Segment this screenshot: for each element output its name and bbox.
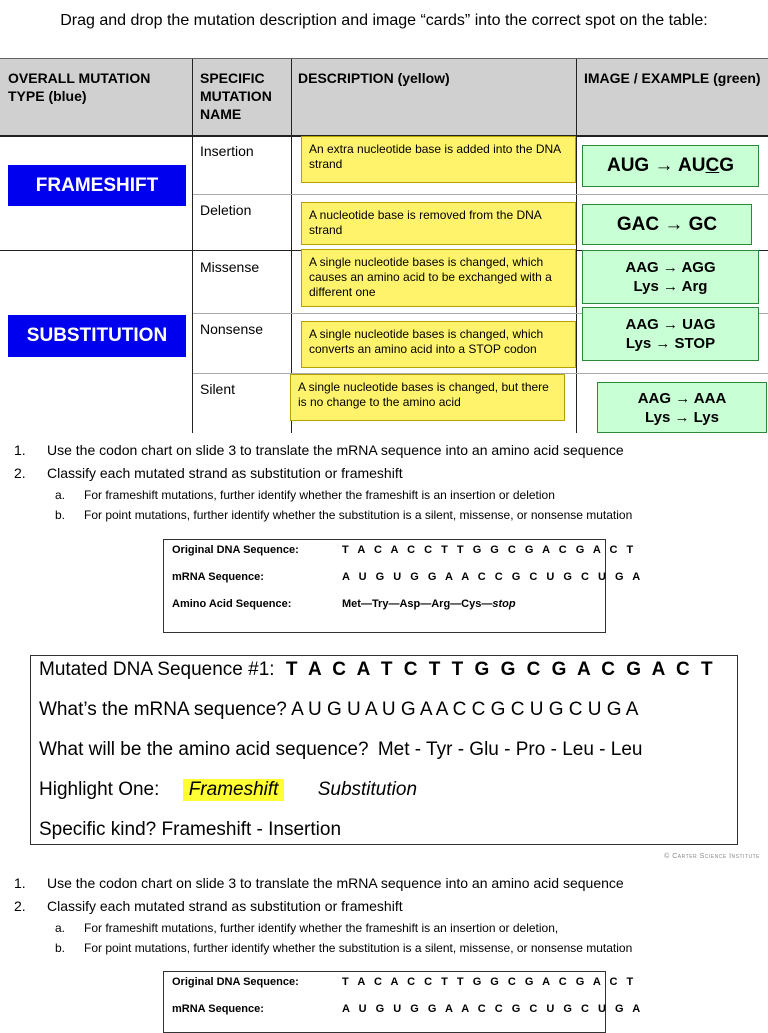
original-sequence-box: Original DNA Sequence: T A C A C C T T G G C G A C G A C T mRNA Sequence: A U G U G G A A C C G C U G C U G A Amino Acid Sequence: Met—Try—Asp—Arg—Cys—stop [163, 539, 606, 633]
mutated-sequence-box [30, 655, 738, 845]
mutation-name-nonsense: Nonsense [200, 321, 264, 337]
highlight-line: Highlight One: Frameshift Substitution [39, 779, 418, 800]
card-description-nonsense[interactable]: A single nucleotide bases is changed, which converts an amino acid into a STOP codon [301, 321, 576, 368]
option-substitution[interactable]: Substitution [317, 779, 418, 800]
example-nonsense-line2: Lys → STOP [625, 335, 716, 352]
amino-answer[interactable]: Met - Tyr - Glu - Pro - Leu - Leu [377, 739, 643, 760]
card-example-deletion[interactable]: GAC → GC [582, 204, 752, 245]
mutation-name-missense: Missense [200, 259, 260, 275]
table-header [0, 59, 768, 137]
card-description-missense[interactable]: A single nucleotide bases is changed, which causes an amino acid to be exchanged with a different one [301, 249, 576, 307]
card-frameshift[interactable]: FRAMESHIFT [8, 165, 186, 206]
example-nonsense-line1: AAG → UAG [625, 316, 716, 333]
page-instruction: Drag and drop the mutation description and image “cards” into the correct spot on the table: [60, 12, 708, 29]
card-example-nonsense[interactable] [582, 307, 759, 361]
mutated-dna-line: Mutated DNA Sequence #1: T A C A T C T T G G C G A C G A C T [39, 659, 716, 680]
col-header-description: DESCRIPTION (yellow) [298, 70, 450, 86]
example-silent-line1: AAG → AAA [637, 389, 727, 407]
amino-question-line: What will be the amino acid sequence? Met - Tyr - Glu - Pro - Leu - Leu [39, 739, 643, 760]
original-sequence-box-2: Original DNA Sequence: T A C A C C T T G G C G A C G A C T mRNA Sequence: A U G U G G A A C C G C U G C U G A [163, 971, 606, 1033]
table-col-divider [192, 59, 193, 433]
card-description-silent[interactable]: A single nucleotide bases is changed, but there is no change to the amino acid [290, 374, 565, 421]
col-header-name: SPECIFIC MUTATION NAME [200, 70, 272, 122]
mutation-name-insertion: Insertion [200, 143, 254, 159]
card-substitution[interactable]: SUBSTITUTION [8, 315, 186, 357]
copyright: © Carter Science Institute [664, 853, 760, 860]
card-description-deletion[interactable]: A nucleotide base is removed from the DNA strand [301, 202, 576, 245]
mrna-answer[interactable]: A U G U A U G A A C C G C U G C U G A [291, 699, 639, 720]
mrna-question-line: What’s the mRNA sequence? A U G U A U G A A C C G C U G C U G A [39, 699, 639, 720]
col-header-example: IMAGE / EXAMPLE (green) [584, 70, 761, 86]
example-missense-line1: AAG → AGG [625, 259, 716, 276]
mutation-name-silent: Silent [200, 381, 236, 397]
card-description-insertion[interactable]: An extra nucleotide base is added into the DNA strand [301, 136, 576, 183]
table-col-divider [576, 59, 577, 433]
card-example-silent[interactable] [597, 382, 767, 433]
example-insertion-text: AUG → AUCG [606, 155, 735, 176]
specific-kind-line: Specific kind? Frameshift - Insertion [39, 819, 342, 840]
table-row-divider [193, 194, 768, 195]
card-example-missense[interactable] [582, 250, 759, 304]
mutation-name-deletion: Deletion [200, 202, 252, 218]
specific-kind-answer[interactable]: Frameshift - Insertion [161, 819, 342, 840]
option-frameshift[interactable]: Frameshift [188, 779, 279, 800]
card-example-insertion[interactable] [582, 145, 759, 187]
col-header-type: OVERALL MUTATION TYPE (blue) [8, 70, 151, 104]
example-silent-line2: Lys → Lys [645, 408, 719, 426]
example-missense-line2: Lys → Arg [633, 278, 708, 295]
